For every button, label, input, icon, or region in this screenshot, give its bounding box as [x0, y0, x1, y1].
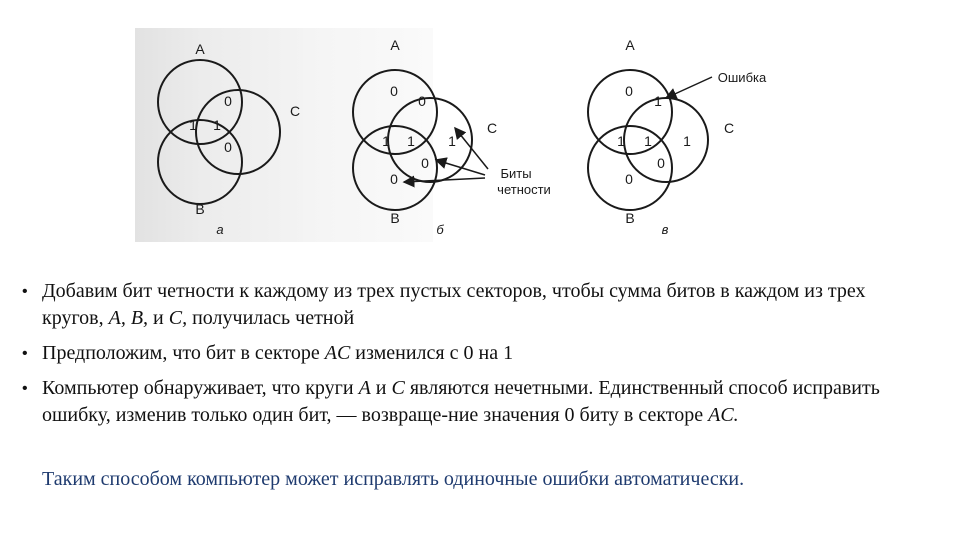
bullet-dot-icon: [22, 278, 28, 305]
panel-a-caption: а: [216, 222, 224, 237]
bullet-text: [42, 342, 513, 364]
panel-a-sector-ac: 0: [224, 93, 232, 109]
bullet-text-italic: A, B,: [108, 307, 149, 329]
bullet-list: [22, 278, 922, 437]
bullet-text-part: являются нечетными. Единственный способ исправить ошибку, изменив только один бит, — возвраще-ние значения 0 биту в секторе: [42, 377, 880, 426]
bullet-text-italic: C: [391, 377, 405, 399]
venn-diagrams: [130, 20, 767, 250]
panel-v-sector-b: 0: [625, 171, 633, 187]
parity-label-line2: четности: [497, 182, 551, 197]
bullet-text-part: Компьютер обнаруживает, что круги: [42, 377, 359, 399]
bullet-text-italic: C,: [168, 307, 188, 329]
panel-b-sector-b: 0: [390, 171, 398, 187]
circle-b: [158, 120, 242, 204]
bullet-item: [22, 375, 922, 429]
panel-a-label-b: B: [195, 201, 205, 217]
panel-v-sector-ab: 1: [617, 133, 625, 149]
bullet-text-italic: A: [358, 377, 371, 399]
bullet-text-part: Предположим, что бит в секторе: [42, 342, 325, 364]
error-label: Ошибка: [717, 70, 767, 85]
bullet-text-italic: AC: [324, 342, 351, 364]
panel-b-label-b: B: [390, 210, 400, 226]
bullet-item: [22, 278, 922, 332]
bullet-text: [42, 280, 865, 329]
panel-b-sector-ab: 1: [382, 133, 390, 149]
bullet-text-italic: AC.: [708, 404, 739, 426]
error-arrow: [666, 77, 712, 98]
bullet-text-part: и: [370, 377, 392, 399]
bullet-dot-icon: [22, 375, 28, 402]
circle-c: [388, 98, 472, 182]
venn-figure: [130, 20, 767, 250]
panel-v-sector-bc: 0: [657, 155, 665, 171]
panel-b-caption: б: [436, 222, 444, 237]
bullet-text: [42, 377, 880, 426]
bullet-text-part: изменился с 0 на 1: [350, 342, 514, 364]
panel-b-sector-abc: 1: [407, 133, 415, 149]
parity-label-line1: Биты: [500, 166, 532, 181]
bullet-item: [22, 340, 922, 367]
panel-a-sector-bc: 0: [224, 139, 232, 155]
panel-a-label-c: C: [289, 103, 301, 119]
panel-v-sector-ac: 1: [654, 93, 662, 109]
bullet-text-part: получилась четной: [187, 307, 355, 329]
circle-c: [196, 90, 280, 174]
panel-b-sector-c: 1: [448, 133, 456, 149]
conclusion-text: Таким способом компьютер может исправлять одиночные ошибки автоматически.: [42, 468, 745, 490]
panel-v-label-a: A: [625, 37, 635, 53]
panel-b-sector-ac: 0: [418, 93, 426, 109]
panel-a-sector-ab: 1: [189, 117, 197, 133]
panel-b-label-a: A: [390, 37, 400, 53]
bullet-text-part: и: [148, 307, 169, 329]
panel-a-label-a: A: [195, 41, 205, 57]
panel-v-label-b: B: [625, 210, 635, 226]
bullet-text-part: Добавим бит четности к каждому из трех пустых секторов, чтобы сумма битов в каждом из трех кругов,: [42, 280, 866, 329]
panel-v-label-c: C: [723, 120, 735, 136]
panel-b-sector-a: 0: [390, 83, 398, 99]
circle-c: [624, 98, 708, 182]
panel-b-label-c: C: [486, 120, 498, 136]
panel-v-sector-abc: 1: [644, 133, 652, 149]
parity-arrow-2: [436, 160, 485, 175]
panel-v-caption: в: [661, 222, 669, 237]
panel-v-sector-c: 1: [683, 133, 691, 149]
panel-a-sector-abc: 1: [213, 117, 221, 133]
bullet-dot-icon: [22, 340, 28, 367]
panel-b-sector-bc: 0: [421, 155, 429, 171]
panel-v-sector-a: 0: [625, 83, 633, 99]
